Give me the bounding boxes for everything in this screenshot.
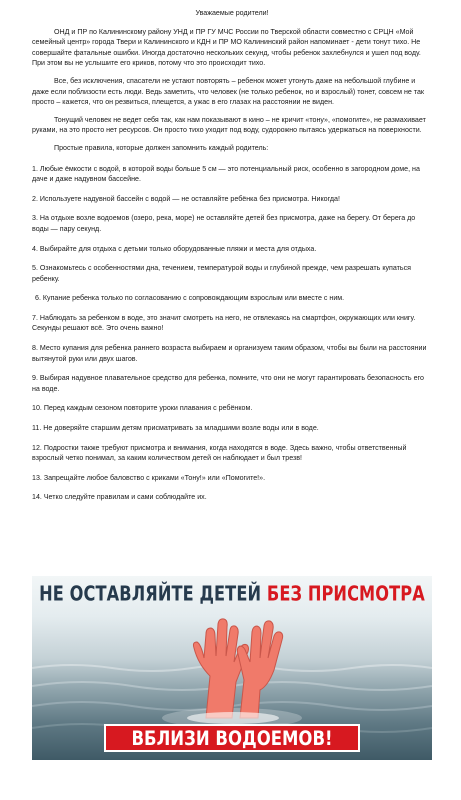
drowning-hands-icon xyxy=(168,614,298,724)
rule-item: 13. Запрещайте любое баловство с криками «Тону!» или «Помогите!». xyxy=(32,473,266,482)
rules-intro: Простые правила, которые должен запомнить каждый родитель: xyxy=(54,143,269,152)
rule-item: 14. Четко следуйте правилам и сами соблюдайте их. xyxy=(32,493,207,502)
rule-item: 5. Ознакомьтесь с особенностями дна, течением, температурой воды и глубиной прежде, чем разрешать купаться ребенку. xyxy=(32,264,412,283)
rule-item: 6. Купание ребенка только по согласованию с сопровождающим взрослым или вместе с ним. xyxy=(35,294,345,303)
rule-item: 1. Любые ёмкости с водой, в которой воды больше 5 см — это потенциальный риск, особенно в загородном доме, на даче и даже надувном бассейне. xyxy=(32,164,420,184)
rule-item: 7. Наблюдать за ребенком в воде, это значит смотреть на него, не отвлекаясь на смартфон, окружающих или книгу. Секунды решают всё. Это очень важно! xyxy=(32,313,416,333)
paragraph-rescuers: Все, без исключения, спасатели не устают повторять – ребенок может утонуть даже на небольшой глубине и даже если поблизости есть люди. Ведь заметить, что человек (не только ребенок, но и взрослый) тонет, совсем не так просто – кажется, что он резвиться, плещется, а ужас в его глазах на расстоянии не виден. xyxy=(32,76,425,107)
poster-title-main: НЕ ОСТАВЛЯЙТЕ ДЕТЕЙ xyxy=(39,581,262,606)
rule-item: 2. Используете надувной бассейн с водой — не оставляйте ребёнка без присмотра. Никогда! xyxy=(32,194,340,203)
poster-banner-text: ВБЛИЗИ ВОДОЕМОВ! xyxy=(131,726,333,750)
notice-document xyxy=(32,8,432,512)
poster-title xyxy=(32,582,432,606)
rule-item: 9. Выбирая надувное плавательное средство для ребенка, помните, что они не могут гарантировать безопасность его на воде. xyxy=(32,374,424,393)
rule-item: 10. Перед каждым сезоном повторите уроки плавания с ребёнком. xyxy=(32,404,253,413)
poster-title-accent: БЕЗ ПРИСМОТРА xyxy=(266,581,425,606)
rule-item: 12. Подростки также требуют присмотра и внимания, когда находятся в воде. Здесь важно, чтобы ответственный взрослый четко понимал, за каким количеством детей он наблюдает и был трезв! xyxy=(32,443,407,463)
poster-banner xyxy=(104,724,360,752)
rule-item: 11. Не доверяйте старшим детям присматривать за младшими возле воды или в воде. xyxy=(32,424,319,433)
warning-poster xyxy=(32,576,432,760)
rule-item: 4. Выбирайте для отдыха с детьми только оборудованные пляжи и места для отдыха. xyxy=(32,244,317,253)
paragraph-intro: ОНД и ПР по Калининскому району УНД и ПР ГУ МЧС России по Тверской области совместно с СРЦН «Мой семейный центр» города Твери и Калининского и КДН и ПР МО Калининский район напоминает - дети тонут тихо. Не совершайте фатальные ошибки. Иногда достаточно нескольких секунд, чтобы ребенок захлебнулся и ушел под воду. При этом вы не услышите его криков, потому что это происходит тихо. xyxy=(32,27,421,68)
rule-item: 3. На отдыхе возле водоемов (озеро, река, море) не оставляйте детей без присмотра, даже на берегу. От берега до воды — пару секунд. xyxy=(32,214,416,233)
rule-item: 8. Место купания для ребенка раннего возраста выбираем и организуем таким образом, чтобы вы были на расстоянии вытянутой руки или двух шагов. xyxy=(32,344,427,363)
greeting: Уважаемые родители! xyxy=(195,9,269,17)
paragraph-drowning-behavior: Тонущий человек не ведет себя так, как нам показывают в кино – не кричит «тону», «помогите», не размахивает руками, на это просто нет ресурсов. Он просто тихо уходит под воду, судорожно пытаясь удержаться на поверхности. xyxy=(32,115,426,135)
